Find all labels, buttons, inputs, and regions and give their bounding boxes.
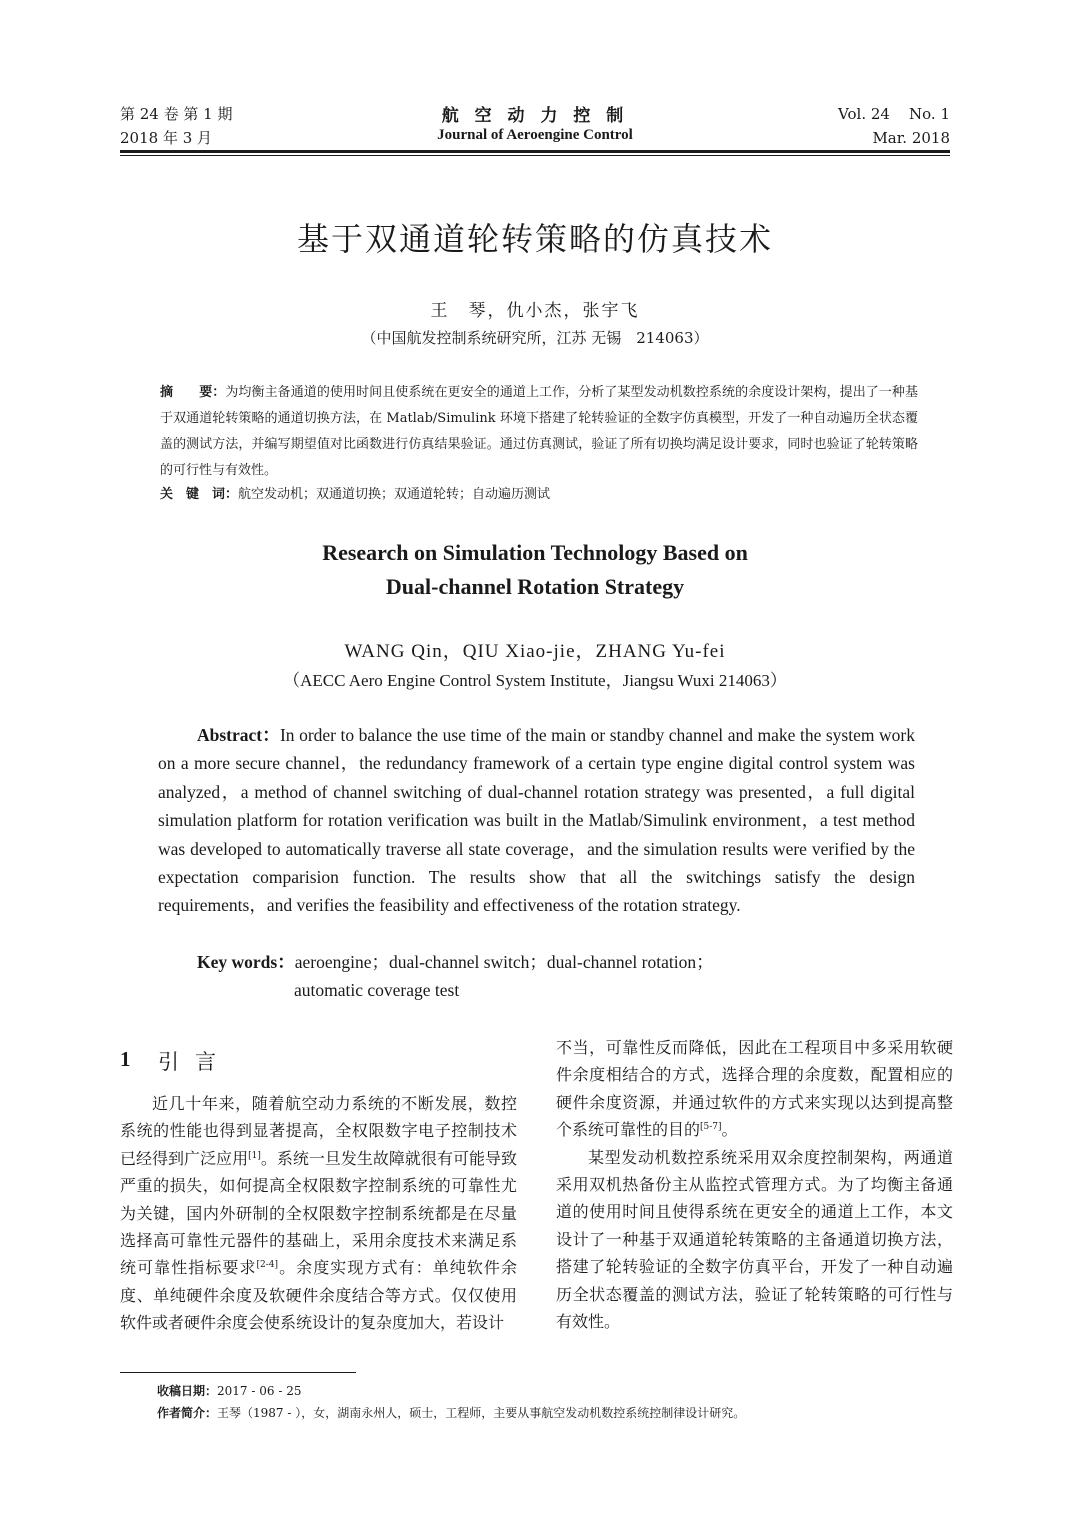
keywords-text-cn: 航空发动机；双通道切换；双通道轮转；自动遍历测试 bbox=[238, 487, 551, 502]
section-title: 引言 bbox=[158, 1050, 232, 1074]
paper-title-cn: 基于双通道轮转策略的仿真技术 bbox=[296, 220, 773, 258]
abstract-label-en: Abstract： bbox=[197, 725, 280, 745]
body-text: 不当，可靠性反而降低，因此在工程项目中多采用软硬件余度相结合的方式，选择合理的余度数，配置相应的硬件余度资源，并通过软件的方式来实现以达到提高整个系统可靠性的目的 bbox=[556, 1038, 953, 1140]
footnote-rule bbox=[120, 1372, 356, 1373]
paragraph bbox=[556, 1034, 953, 1144]
body-text: 。 bbox=[721, 1120, 738, 1140]
abstract-label-cn: 摘 要： bbox=[160, 385, 226, 400]
journal-date-cn: 2018 年 3 月 bbox=[120, 129, 213, 147]
body-left-column bbox=[120, 1090, 517, 1337]
section-number: 1 bbox=[120, 1047, 131, 1071]
journal-volume-issue-cn: 第 24 卷 第 1 期 bbox=[120, 105, 233, 123]
received-label: 收稿日期： bbox=[157, 1384, 218, 1398]
citation: [2-4] bbox=[256, 1260, 279, 1271]
abstract-text-cn: 为均衡主备通道的使用时间且使系统在更安全的通道上工作，分析了某型发动机数控系统的余度设计架构，提出了一种基于双通道轮转策略的通道切换方法，在 Matlab/Simulink 环境下搭建了轮转验证的全数字仿真模型，开发了一种自动遍历全状态覆盖的测试方法，并编写期望值对比函数进行仿真结果验证。通过仿真测试，验证了所有切换均满足设计要求，同时也验证了轮转策略的可行性与有效性。 bbox=[160, 385, 918, 478]
journal-name-en: Journal of Aeroengine Control bbox=[437, 127, 633, 143]
authors-cn: 王 琴，仇小杰，张宇飞 bbox=[430, 301, 640, 321]
paper-title-en-line2: Dual-channel Rotation Strategy bbox=[385, 574, 685, 599]
journal-date-en: Mar. 2018 bbox=[872, 129, 950, 147]
abstract-cn bbox=[160, 380, 918, 484]
abstract-text-en: In order to balance the use time of the main or standby channel and make the system work on a more secure channel，the redundancy framework of a certain type engine digital control system was analyzed，a method of channel switching of dual-channel rotation strategy was presented，a full digital simulation platform for rotation verification was built in the Matlab/Simulink environment，a test method was developed to automatically traverse all state coverage，and the simulation results were verified by the expectation comparision function. The results show that all the switchings satisfy the design requirements，and verifies the feasibility and effectiveness of the rotation strategy. bbox=[158, 725, 915, 916]
citation: [5-7] bbox=[700, 1122, 722, 1133]
abstract-en bbox=[158, 721, 915, 920]
keywords-en bbox=[197, 948, 714, 976]
body-text: 。系统一旦发生故障就很有可能导致严重的损失，如何提高全权限数字控制系统的可靠性尤为关键，国内外研制的全权限数字控制系统都是在尽量选择高可靠性元器件的基础上，采用余度技术来满足系统可靠性指标要求 bbox=[120, 1148, 517, 1278]
authors-en: WANG Qin，QIU Xiao-jie，ZHANG Yu-fei bbox=[344, 641, 726, 662]
bio-label: 作者简介： bbox=[157, 1406, 218, 1420]
body-right-column bbox=[556, 1034, 953, 1335]
keywords-text-en-line2: automatic coverage test bbox=[294, 980, 460, 1000]
affiliation-cn: （中国航发控制系统研究所，江苏 无锡 214063） bbox=[361, 329, 709, 347]
bio-text: 王琴（1987 - ），女，湖南永州人，硕士，工程师，主要从事航空发动机数控系统控制律设计研究。 bbox=[217, 1406, 746, 1420]
affiliation-en: （AECC Aero Engine Control System Institute，Jiangsu Wuxi 214063） bbox=[283, 671, 787, 690]
header-rule-thin bbox=[120, 155, 950, 156]
paragraph: 某型发动机数控系统采用双余度控制架构，两通道采用双机热备份主从监控式管理方式。为了均衡主备通道的使用时间且使得系统在更安全的通道上工作，本文设计了一种基于双通道轮转策略的主备通道切换方法，搭建了轮转验证的全数字仿真平台，开发了一种自动遍历全状态覆盖的测试方法，验证了轮转策略的可行性与有效性。 bbox=[556, 1147, 953, 1332]
citation: [1] bbox=[248, 1150, 261, 1161]
received-date: 2017 - 06 - 25 bbox=[217, 1384, 302, 1398]
keywords-label-cn: 关 键 词： bbox=[160, 487, 239, 502]
footnote-received bbox=[157, 1381, 957, 1401]
paragraph bbox=[120, 1090, 517, 1337]
footnote-bio bbox=[157, 1403, 957, 1423]
body-text: 。余度实现方式有：单纯软件余度、单纯硬件余度及软硬件余度结合等方式。仅仅使用软件或者硬件余度会使系统设计的复杂度加大，若设计 bbox=[120, 1258, 517, 1333]
keywords-label-en: Key words： bbox=[197, 952, 295, 972]
header-rule-thick bbox=[120, 150, 950, 153]
keywords-text-en-line1: aeroengine；dual-channel switch；dual-channel rotation； bbox=[294, 952, 714, 972]
paper-title-en-line1: Research on Simulation Technology Based on bbox=[322, 540, 748, 565]
keywords-cn bbox=[160, 482, 918, 508]
journal-volume-issue-en: Vol. 24 No. 1 bbox=[838, 105, 950, 123]
body-text: 近几十年来，随着航空动力系统的不断发展，数控系统的性能也得到显著提高，全权限数字电子控制技术已经得到广泛应用 bbox=[120, 1094, 517, 1168]
journal-name-cn: 航 空 动 力 控 制 bbox=[441, 106, 629, 126]
